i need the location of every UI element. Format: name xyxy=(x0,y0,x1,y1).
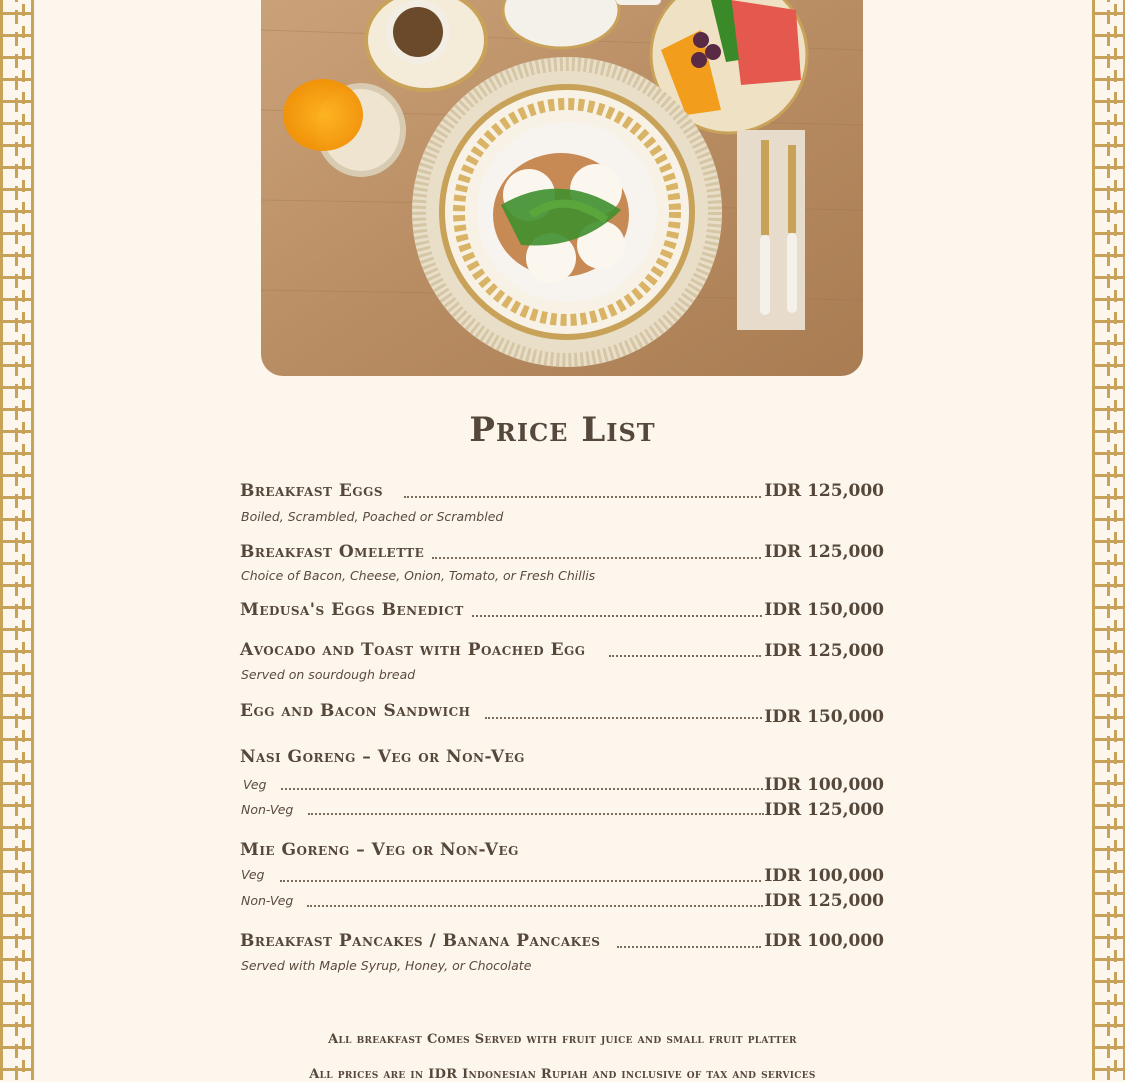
menu-option-label: Veg xyxy=(241,867,265,882)
leader-dots xyxy=(404,496,761,498)
menu-item-name: Breakfast Omelette xyxy=(240,542,425,562)
menu-option-price: IDR 100,000 xyxy=(764,866,884,886)
breakfast-photo-illustration xyxy=(261,0,863,376)
menu-item-price: IDR 125,000 xyxy=(764,542,884,562)
leader-dots xyxy=(307,905,763,907)
menu-item-name: Nasi Goreng – Veg or Non-Veg xyxy=(240,747,525,767)
leader-dots xyxy=(609,655,761,657)
menu-option-label: Veg xyxy=(243,777,267,792)
menu-item-name: Avocado and Toast with Poached Egg xyxy=(240,640,586,660)
leader-dots xyxy=(472,615,762,617)
menu-item-price: IDR 100,000 xyxy=(764,931,884,951)
menu-item-name: Breakfast Pancakes / Banana Pancakes xyxy=(240,931,601,951)
leader-dots xyxy=(432,557,761,559)
menu-item-name: Medusa's Eggs Benedict xyxy=(240,600,464,620)
footer-note: All breakfast Comes Served with fruit juice and small fruit platter xyxy=(328,1032,797,1047)
menu-option-label: Non-Veg xyxy=(241,893,294,908)
leader-dots xyxy=(280,880,761,882)
menu-item-price: IDR 125,000 xyxy=(764,641,884,661)
menu-item-name: Egg and Bacon Sandwich xyxy=(240,701,471,721)
menu-option-price: IDR 100,000 xyxy=(764,775,884,795)
menu-item-description: Served with Maple Syrup, Honey, or Chocolate xyxy=(241,958,532,973)
footer-note: All prices are in IDR Indonesian Rupiah and inclusive of tax and services xyxy=(309,1067,816,1082)
menu-item-description: Boiled, Scrambled, Poached or Scrambled xyxy=(241,509,504,524)
page-title: Price List xyxy=(469,410,656,450)
menu-item-price: IDR 150,000 xyxy=(764,707,884,727)
menu-item-description: Served on sourdough bread xyxy=(241,667,416,682)
leader-dots xyxy=(281,788,763,790)
menu-option-price: IDR 125,000 xyxy=(764,891,884,911)
menu-item-name: Breakfast Eggs xyxy=(240,481,383,501)
menu-item-name: Mie Goreng – Veg or Non-Veg xyxy=(240,840,519,860)
greek-key-border-left xyxy=(0,0,34,1080)
menu-item-price: IDR 150,000 xyxy=(764,600,884,620)
breakfast-photo xyxy=(261,0,863,376)
leader-dots xyxy=(308,813,764,815)
menu-item-description: Choice of Bacon, Cheese, Onion, Tomato, or Fresh Chillis xyxy=(241,568,596,583)
leader-dots xyxy=(485,717,762,719)
greek-key-border-right xyxy=(1092,0,1125,1080)
menu-option-label: Non-Veg xyxy=(241,802,294,817)
menu-option-price: IDR 125,000 xyxy=(764,800,884,820)
leader-dots xyxy=(617,946,761,948)
menu-item-price: IDR 125,000 xyxy=(764,481,884,501)
